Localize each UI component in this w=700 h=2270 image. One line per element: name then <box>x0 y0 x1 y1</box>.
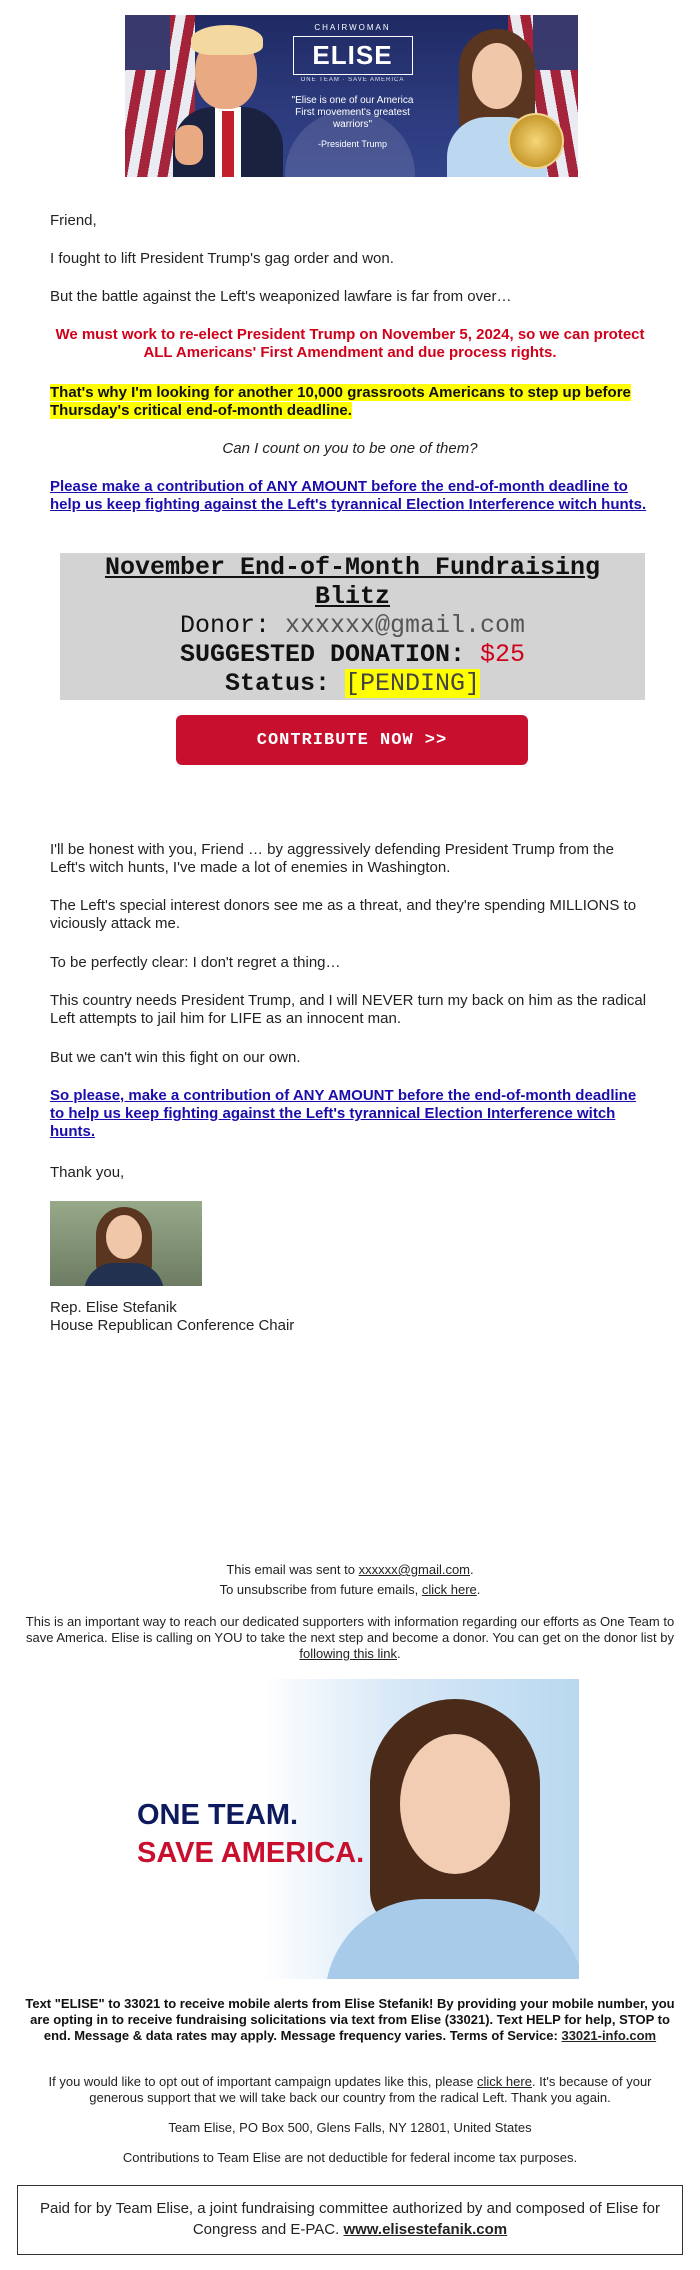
contribute-link-2[interactable]: So please, make a contribution of ANY AMOUNT before the end-of-month deadline to help us keep fighting against the Left's tyrannical Election Interference witch hunts. <box>50 1087 637 1140</box>
paragraph-honest: I'll be honest with you, Friend … by aggressively defending President Trump from the Left's witch hunts, I've made a lot of enemies in Washington. <box>50 841 614 876</box>
donor-list-paragraph: This is an important way to reach our dedicated supporters with information regarding our efforts as One Team to save America. Elise is calling on YOU to take the next step and become a donor. You can get on the donor list by following this link. <box>25 1614 675 1661</box>
highlight-paragraph <box>50 384 650 420</box>
promo-line-2: SAVE AMERICA. <box>137 1837 365 1869</box>
status-row <box>60 669 645 698</box>
one-team-promo-image[interactable] <box>125 1679 579 1979</box>
unsubscribe-link[interactable]: click here <box>421 1582 477 1597</box>
red-headline: We must work to re-elect President Trump on November 5, 2024, so we can protect ALL Americans' First Amendment and due process rights. <box>55 326 645 361</box>
paragraph-battle: But the battle against the Left's weaponized lawfare is far from over… <box>50 288 512 305</box>
opt-out-link[interactable]: click here <box>477 2074 532 2089</box>
blitz-title: November End-of-Month Fundraising Blitz <box>104 553 601 611</box>
status-label: Status: <box>224 669 330 698</box>
sms-disclosure: Text "ELISE" to 33021 to receive mobile alerts from Elise Stefanik! By providing your mobile number, you are opting in to receive fundraising solicitations via text from Elise (33021). Text HELP for help, STOP to end. Message & data rates may apply. Message frequency varies. Terms of Service: 33021-info.com <box>25 1996 675 2043</box>
endorsement-seal-icon <box>508 113 564 169</box>
paragraph-fight: But we can't win this fight on our own. <box>50 1049 301 1066</box>
paid-for-disclaimer: Paid for by Team Elise, a joint fundraising committee authorized by and composed of Elise for Congress and E-PAC. www.elisestefanik.com <box>17 2185 683 2255</box>
header-banner[interactable] <box>125 15 578 177</box>
signature-title: House Republican Conference Chair <box>50 1317 295 1334</box>
website-link[interactable]: www.elisestefanik.com <box>343 2221 508 2238</box>
paragraph-clear: To be perfectly clear: I don't regret a thing… <box>50 954 341 971</box>
donor-list-link[interactable]: following this link <box>299 1646 397 1661</box>
suggested-row <box>60 640 645 669</box>
signoff: Thank you, <box>50 1164 125 1181</box>
ask-line: Can I count on you to be one of them? <box>222 440 478 457</box>
signature-photo <box>50 1201 202 1286</box>
banner-attribution: -President Trump <box>317 139 388 149</box>
contribute-link-1[interactable]: Please make a contribution of ANY AMOUNT before the end-of-month deadline to help us keep fighting against the Left's tyrannical Election Interference witch hunts. <box>50 478 647 513</box>
status-badge: [PENDING] <box>345 669 481 698</box>
elise-logo: ELISE <box>293 36 413 75</box>
sent-to-line: This email was sent to xxxxxx@gmail.com. <box>226 1562 474 1577</box>
donor-row <box>60 611 645 640</box>
fundraising-blitz-box <box>60 553 645 700</box>
donor-label: Donor: <box>179 611 270 640</box>
paragraph-gag-order: I fought to lift President Trump's gag order and won. <box>50 250 394 267</box>
paragraph-donors: The Left's special interest donors see me as a threat, and they're spending MILLIONS to viciously attack me. <box>50 897 637 932</box>
greeting: Friend, <box>50 212 97 229</box>
suggested-label: SUGGESTED DONATION: <box>179 640 465 669</box>
banner-quote: "Elise is one of our America First movement's greatest warriors" <box>291 95 414 130</box>
donor-value: xxxxxx@gmail.com <box>284 611 526 640</box>
contribute-now-button[interactable]: CONTRIBUTE NOW >> <box>176 715 528 765</box>
logo-subtitle: ONE TEAM · SAVE AMERICA <box>300 77 405 83</box>
opt-out-paragraph: If you would like to opt out of important campaign updates like this, please click here. It's because of your generous support that we will take back our country from the radical Left. Thank you again. <box>48 2074 652 2105</box>
brand-block <box>290 23 415 149</box>
tax-disclaimer: Contributions to Team Elise are not deductible for federal income tax purposes. <box>122 2150 578 2165</box>
paragraph-country: This country needs President Trump, and I will NEVER turn my back on him as the radical Left attempts to jail him for LIFE as an innocent man. <box>50 992 647 1027</box>
sms-terms-link[interactable]: 33021-info.com <box>561 2028 657 2043</box>
recipient-email-link[interactable]: xxxxxx@gmail.com <box>358 1562 471 1577</box>
unsubscribe-line: To unsubscribe from future emails, click here. <box>219 1582 481 1597</box>
mailing-address: Team Elise, PO Box 500, Glens Falls, NY 12801, United States <box>168 2120 532 2135</box>
suggested-value: $25 <box>480 640 526 669</box>
signature-name: Rep. Elise Stefanik <box>50 1299 177 1316</box>
chair-label: CHAIRWOMAN <box>314 23 391 32</box>
promo-line-1: ONE TEAM. <box>137 1799 299 1831</box>
president-portrait <box>173 25 283 177</box>
highlight-text: That's why I'm looking for another 10,000 grassroots Americans to step up before Thursday's critical end-of-month deadline. <box>50 384 631 419</box>
